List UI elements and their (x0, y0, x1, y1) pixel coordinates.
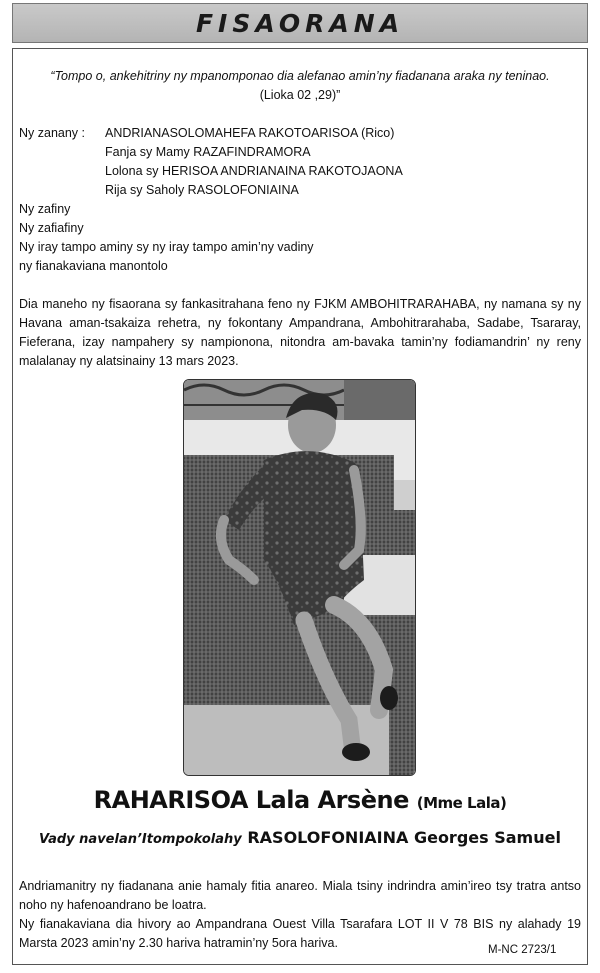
family-line: Ny zafiafiny (19, 221, 84, 235)
closing-line-2: Ny fianakaviana dia hivory ao Ampandrana Ouest Villa Tsarafara LOT II V 78 BIS ny alahady 19 Marsta 2023 amin’ny 2.30 hariva hatramin’ny 5ora hariva. (19, 917, 581, 950)
child-name: Fanja sy Mamy RAZAFINDRAMORA (105, 145, 311, 159)
deceased-full-name: RAHARISOA Lala Arsène (93, 786, 409, 814)
quote-text: “Tompo o, ankehitriny ny mpanomponao dia alefanao amin’ny fiadanana araka ny teninao. (50, 69, 550, 83)
family-line: Ny zafiny (19, 202, 71, 216)
deceased-photo (183, 379, 416, 776)
reference-code: M-NC 2723/1 (488, 944, 557, 956)
thanks-paragraph: Dia maneho ny fisaorana sy fankasitrahana feno ny FJKM AMBOHITRARAHABA, ny namana sy ny Havana aman-tsakaiza rehetra, ny fokontany Ampandrana, Ambohitrarahaba, Sadabe, Tsararay, Fieferana, izay nampahery sy nampionona, nitondra am-bavaka tamin’ny fodiamandrin’ ny reny malalanay ny alatsinainy 13 mars 2023. (19, 297, 581, 368)
closing-text (19, 877, 581, 953)
header-banner (12, 3, 588, 43)
closing-line-1: Andriamanitry ny fiadanana anie hamaly fitia anareo. Miala tsiny indrindra amin’ireo tsy tratra antso noho ny hafenoandrano be loatra. (19, 879, 581, 912)
child-name: ANDRIANASOLOMAHEFA RAKOTOARISOA (Rico) (105, 126, 395, 140)
spouse-prefix: Vady navelan’Itompokolahy (39, 832, 242, 847)
child-name: Lolona sy HERISOA ANDRIANAINA RAKOTOJAONA (105, 164, 403, 178)
deceased-nickname: (Mme Lala) (416, 794, 507, 812)
quote-reference: (Lioka 02 ,29)” (259, 88, 341, 102)
family-line: ny fianakaviana manontolo (19, 259, 168, 273)
spouse-line (0, 828, 600, 847)
bible-quote (30, 67, 570, 105)
children-label: Ny zanany : (19, 126, 86, 140)
page-title: FISAORANA (195, 8, 405, 38)
child-name: Rija sy Saholy RASOLOFONIAINA (105, 183, 299, 197)
deceased-name (0, 786, 600, 814)
family-line: Ny iray tampo aminy sy ny iray tampo amin’ny vadiny (19, 240, 314, 254)
family-list (19, 200, 314, 276)
children-list (105, 124, 403, 200)
spouse-name: RASOLOFONIAINA Georges Samuel (247, 828, 561, 847)
